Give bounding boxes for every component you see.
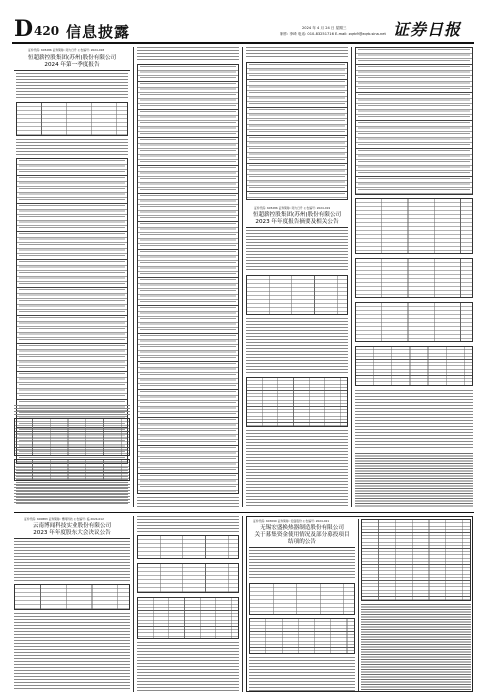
article-3-title-rule xyxy=(14,538,130,539)
edition-number: 420 xyxy=(34,24,60,38)
article-2-body-3 xyxy=(246,430,348,506)
masthead xyxy=(0,0,484,42)
article-2-title-line2: 2023 年年度报告摘要及相关公告 xyxy=(255,219,339,225)
article-4-title-line1: 无锡宏盛换热器制造股份有限公司 xyxy=(260,525,344,531)
right-mid-header-text xyxy=(246,47,348,59)
article-4-inner-divider xyxy=(358,519,359,691)
bottom-col2-table-1 xyxy=(137,535,239,559)
article-1-title-line1: 恒超薪控股集团(苏州)股份有限公司 xyxy=(27,55,117,61)
article-2 xyxy=(246,205,348,507)
middle-col-table-1 xyxy=(137,64,239,494)
article-2-body-2 xyxy=(246,318,348,374)
article-4-body-2 xyxy=(249,657,355,691)
article-1-title-line2: 2024 年第一季度报告 xyxy=(44,62,100,68)
article-1-body-1 xyxy=(16,139,128,155)
article-1-table-1 xyxy=(16,102,128,136)
article-1-body-3 xyxy=(14,405,130,415)
article-3-title-line2: 2023 年年度股东大会决议公告 xyxy=(33,530,111,536)
column-divider-2 xyxy=(242,47,243,507)
article-2-table-1 xyxy=(246,275,348,315)
article-2-code-line: 证券代码: 605286 证券简称: 同力日升 公告编号: 2024-019 xyxy=(254,206,331,210)
article-1-table-3 xyxy=(14,418,130,456)
bottom-col2-table-3 xyxy=(137,597,239,639)
article-4-body-3 xyxy=(361,604,471,690)
middle-col-header-text xyxy=(137,47,239,61)
contact-line: 制作: 李琦 电话: 010-83251716 E-mail: zqrb9@zqrb.sina.net xyxy=(280,32,386,36)
bottom-col2-text-2 xyxy=(137,642,239,692)
article-1-title-rule xyxy=(14,70,130,71)
article-3-body-1 xyxy=(14,541,130,581)
article-2-table-2 xyxy=(246,377,348,427)
column-divider-5 xyxy=(242,516,243,692)
column-divider-3 xyxy=(351,47,352,507)
bottom-col2-text-1 xyxy=(137,516,239,532)
newspaper-logo: 证券日报 xyxy=(393,20,462,39)
article-3 xyxy=(14,516,130,692)
article-3-title-line1: 云南博闻科技实业股份有限公司 xyxy=(32,523,112,529)
article-3-table-1 xyxy=(14,584,130,610)
article-4-table-2 xyxy=(249,618,355,654)
article-4 xyxy=(246,516,473,692)
right-col-table-2 xyxy=(355,198,473,254)
article-3-body-2 xyxy=(14,613,130,691)
right-col-body-1 xyxy=(355,390,473,450)
article-1-table-4 xyxy=(14,459,130,481)
bottom-col2-table-2 xyxy=(137,563,239,593)
right-col-table-1 xyxy=(355,47,473,195)
article-4-code-line: 证券代码: 603090 证券简称: 宏盛股份 公告编号: 2024-021 xyxy=(253,519,330,523)
article-2-title-rule xyxy=(246,227,348,228)
article-2-body-1 xyxy=(246,230,348,272)
article-4-table-3 xyxy=(361,519,471,601)
article-1-intro-text xyxy=(16,73,128,99)
column-divider-1 xyxy=(133,47,134,507)
article-4-title-line3: 结项的公告 xyxy=(288,539,316,545)
article-1-body-4 xyxy=(14,484,130,504)
right-col-table-3 xyxy=(355,258,473,298)
middle-col-footer-text xyxy=(137,497,239,507)
article-4-body-1 xyxy=(249,550,355,580)
right-col-body-2 xyxy=(355,453,473,507)
fold-rule xyxy=(14,512,474,513)
article-4-title-line2: 关于募集资金使用情况及部分募投项目 xyxy=(254,532,350,538)
article-4-table-1 xyxy=(249,583,355,615)
masthead-rule xyxy=(12,42,474,44)
section-title: 信息披露 xyxy=(66,23,131,41)
article-1-code-line: 证券代码: 605286 证券简称: 同力日升 公告编号: 2024-018 xyxy=(28,48,105,52)
article-4-title-rule xyxy=(249,547,355,548)
column-divider-4 xyxy=(133,516,134,692)
article-3-code-line: 证券代码: 600883 证券简称: 博闻科技 公告编号: 临 2024-012 xyxy=(24,517,104,521)
right-col-table-5 xyxy=(355,346,473,386)
date-line: 2024 年 4 月 24 日 星期三 xyxy=(302,26,347,30)
article-2-title-line1: 恒超薪控股集团(苏州)股份有限公司 xyxy=(252,212,342,218)
right-col-table-4 xyxy=(355,302,473,342)
edition-letter: D xyxy=(14,16,33,42)
right-mid-table-1 xyxy=(246,62,348,200)
